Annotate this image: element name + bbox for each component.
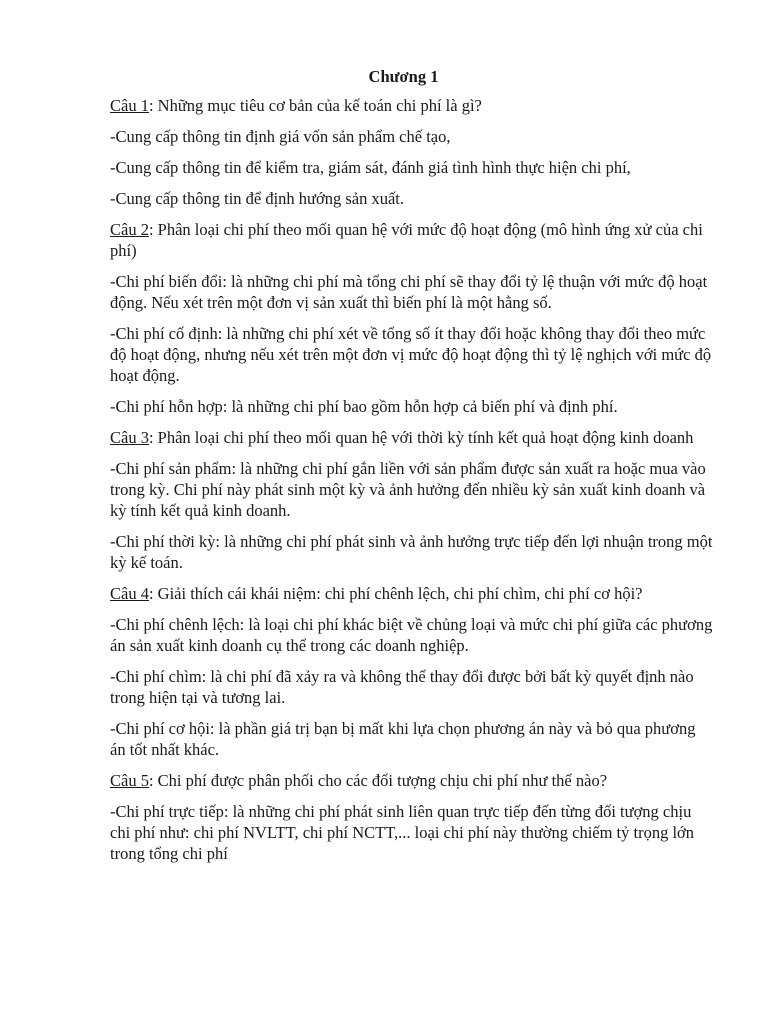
answer-text: -Cung cấp thông tin định giá vốn sản phẩm chế tạo, (110, 127, 451, 146)
answer-item (110, 801, 715, 864)
answer-item (110, 666, 715, 708)
answer-item (110, 718, 715, 760)
answer-text: -Chi phí trực tiếp: là những chi phí phát sinh liên quan trực tiếp đến từng đối tượng chịu chi phí như: chi phí NVLTT, chi phí NCTT,... loại chi phí này thường chiếm tỷ trọng lớn trong tổng chi phí (110, 802, 695, 863)
question-label: Câu 3 (110, 428, 149, 447)
answer-text: -Cung cấp thông tin để kiểm tra, giám sát, đánh giá tình hình thực hiện chi phí, (110, 158, 631, 177)
answer-item (110, 188, 715, 209)
answer-text: -Chi phí biến đổi: là những chi phí mà tổng chi phí sẽ thay đổi tỷ lệ thuận với mức độ hoạt động. Nếu xét trên một đơn vị sản xuất thì biến phí là một hằng số. (110, 272, 708, 312)
chapter-title: Chương 1 (368, 67, 439, 86)
answer-item (110, 614, 715, 656)
answer-text: -Chi phí chênh lệch: là loại chi phí khác biệt về chủng loại và mức chi phí giữa các phương án sản xuất kinh doanh cụ thể trong các doanh nghiệp. (110, 615, 713, 655)
question-1 (110, 95, 715, 116)
question-3 (110, 427, 715, 448)
question-label: Câu 5 (110, 771, 149, 790)
answer-item (110, 458, 715, 521)
question-4 (110, 583, 715, 604)
answer-text: -Chi phí sản phẩm: là những chi phí gắn liền với sản phẩm được sản xuất ra hoặc mua vào trong kỳ. Chi phí này phát sinh một kỳ và ảnh hưởng đến nhiều kỳ sản xuất kinh doanh và kỳ tính kết quả kinh doanh. (110, 459, 706, 520)
question-label: Câu 1 (110, 96, 149, 115)
question-label: Câu 2 (110, 220, 149, 239)
question-text: : Giải thích cái khái niệm: chi phí chênh lệch, chi phí chìm, chi phí cơ hội? (148, 584, 643, 603)
answer-text: -Chi phí cố định: là những chi phí xét về tổng số ít thay đổi hoặc không thay đổi theo mức độ hoạt động, nhưng nếu xét trên một đơn vị mức độ hoạt động thì tỷ lệ nghịch với mức độ hoạt động. (110, 324, 712, 385)
question-label: Câu 4 (110, 584, 149, 603)
answer-text: -Cung cấp thông tin để định hướng sản xuất. (110, 189, 405, 208)
answer-text: -Chi phí thời kỳ: là những chi phí phát sinh và ảnh hưởng trực tiếp đến lợi nhuận trong một kỳ kế toán. (110, 532, 713, 572)
answer-item (110, 126, 715, 147)
question-2 (110, 219, 715, 261)
question-text: : Chi phí được phân phối cho các đối tượng chịu chi phí như thế nào? (148, 771, 608, 790)
answer-text: -Chi phí cơ hội: là phần giá trị bạn bị mất khi lựa chọn phương án này và bỏ qua phương án tốt nhất khác. (110, 719, 696, 759)
question-text: : Phân loại chi phí theo mối quan hệ với mức độ hoạt động (mô hình ứng xử của chi phí) (110, 220, 703, 260)
question-text: : Những mục tiêu cơ bản của kế toán chi phí là gì? (148, 96, 482, 115)
answer-item (110, 157, 715, 178)
question-5 (110, 770, 715, 791)
answer-item (110, 271, 715, 313)
answer-text: -Chi phí chìm: là chi phí đã xảy ra và không thể thay đổi được bởi bất kỳ quyết định nào trong hiện tại và tương lai. (110, 667, 694, 707)
document-body (110, 66, 715, 874)
answer-text: -Chi phí hỗn hợp: là những chi phí bao gồm hỗn hợp cả biến phí và định phí. (110, 397, 618, 416)
question-text: : Phân loại chi phí theo mối quan hệ với thời kỳ tính kết quả hoạt động kinh doanh (148, 428, 694, 447)
answer-item (110, 531, 715, 573)
answer-item (110, 396, 715, 417)
answer-item (110, 323, 715, 386)
